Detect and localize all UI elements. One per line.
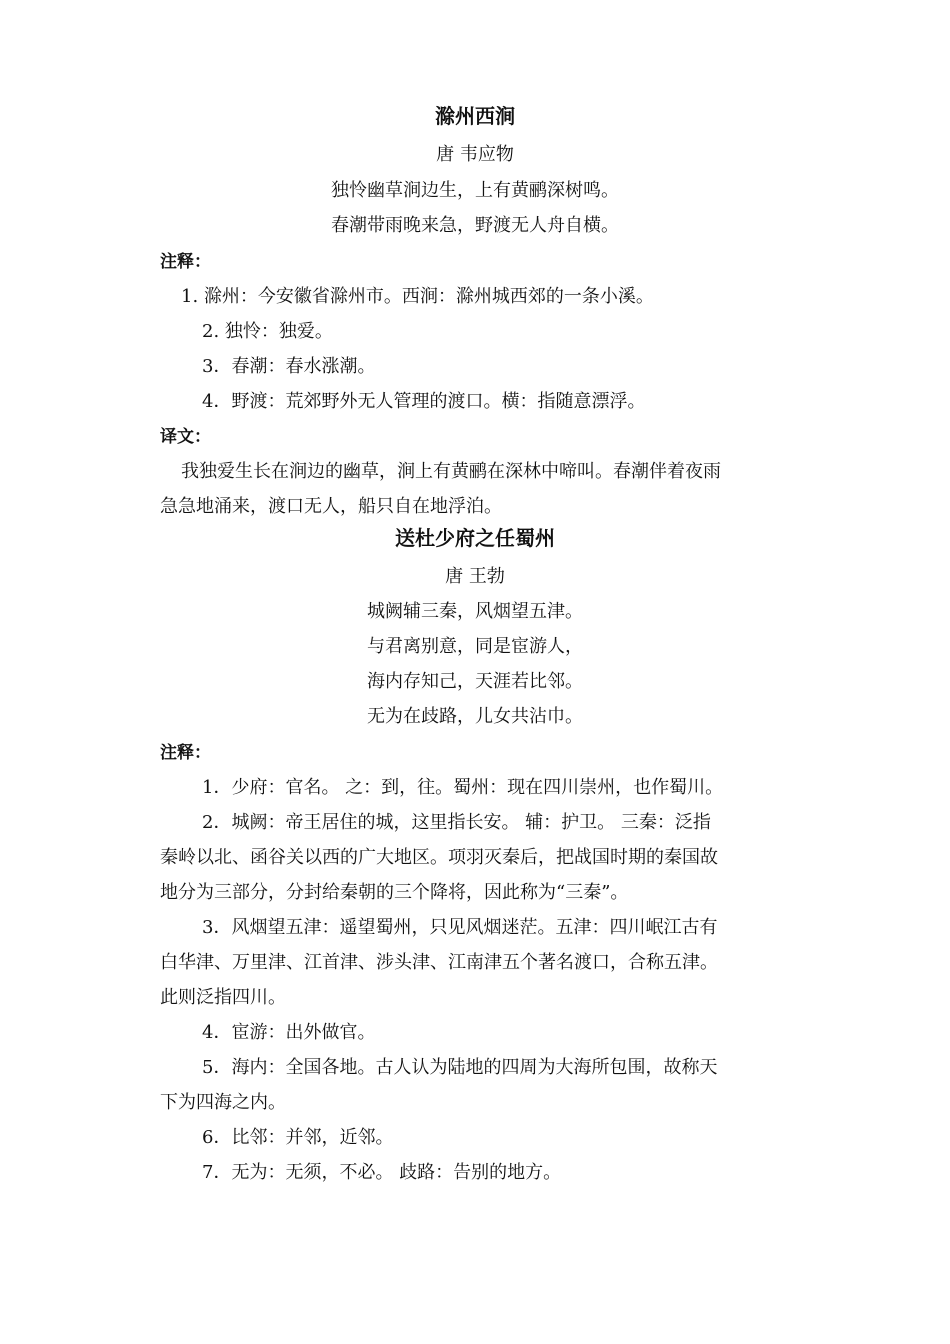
- poem1-translation-line-1: 我独爱生长在涧边的幽草，涧上有黄鹂在深林中啼叫。春潮伴着夜雨: [181, 461, 721, 482]
- poem1-author: 唐 韦应物: [436, 144, 514, 165]
- poem2-note-7: 7．无为：无须，不必。 歧路：告别的地方。: [202, 1162, 562, 1183]
- poem2-note-3: 3．风烟望五津：遥望蜀州，只见风烟迷茫。五津：四川岷江古有: [202, 917, 718, 938]
- poem1-note-4: 4．野渡：荒郊野外无人管理的渡口。横：指随意漂浮。: [202, 391, 646, 412]
- poem2-note-1: 1．少府：官名。 之：到，往。蜀州：现在四川崇州，也作蜀川。: [202, 777, 724, 798]
- poem2-line-4: 无为在歧路，儿女共沾巾。: [367, 706, 583, 727]
- poem2-note-6: 6．比邻：并邻，近邻。: [202, 1127, 394, 1148]
- poem1-title: 滁州西涧: [435, 104, 515, 128]
- poem1-note-1: 1. 滁州：今安徽省滁州市。西涧：滁州城西郊的一条小溪。: [181, 286, 654, 307]
- poem1-line-1: 独怜幽草涧边生，上有黄鹂深树鸣。: [331, 180, 619, 201]
- poem2-note-2-cont-2: 地分为三部分，分封给秦朝的三个降将，因此称为“三秦”。: [160, 882, 629, 903]
- poem1-line-2: 春潮带雨晚来急，野渡无人舟自横。: [331, 215, 619, 236]
- poem2-author: 唐 王勃: [445, 566, 505, 587]
- poem1-translation-line-2: 急急地涌来，渡口无人，船只自在地浮泊。: [160, 496, 502, 517]
- poem2-note-4: 4．宦游：出外做官。: [202, 1022, 376, 1043]
- poem1-note-3: 3．春潮：春水涨潮。: [202, 356, 376, 377]
- poem2-note-2-cont-1: 秦岭以北、函谷关以西的广大地区。项羽灭秦后，把战国时期的秦国故: [160, 847, 718, 868]
- poem2-notes-heading: 注释：: [160, 743, 211, 763]
- poem2-title: 送杜少府之任蜀州: [395, 526, 555, 550]
- poem1-notes-heading: 注释：: [160, 252, 211, 272]
- poem2-note-2: 2．城阙：帝王居住的城，这里指长安。 辅：护卫。 三秦：泛指: [202, 812, 711, 833]
- poem2-note-5-cont: 下为四海之内。: [160, 1092, 286, 1113]
- poem2-note-3-cont-2: 此则泛指四川。: [160, 987, 286, 1008]
- poem1-translation-heading: 译文：: [160, 427, 211, 447]
- poem2-line-3: 海内存知己，天涯若比邻。: [367, 671, 583, 692]
- poem2-note-5: 5．海内：全国各地。古人认为陆地的四周为大海所包围，故称天: [202, 1057, 718, 1078]
- poem2-note-3-cont-1: 白华津、万里津、江首津、涉头津、江南津五个著名渡口，合称五津。: [160, 952, 718, 973]
- poem2-line-2: 与君离别意，同是宦游人，: [367, 636, 583, 657]
- poem1-note-2: 2. 独怜：独爱。: [202, 321, 333, 342]
- poem2-line-1: 城阙辅三秦，风烟望五津。: [367, 601, 583, 622]
